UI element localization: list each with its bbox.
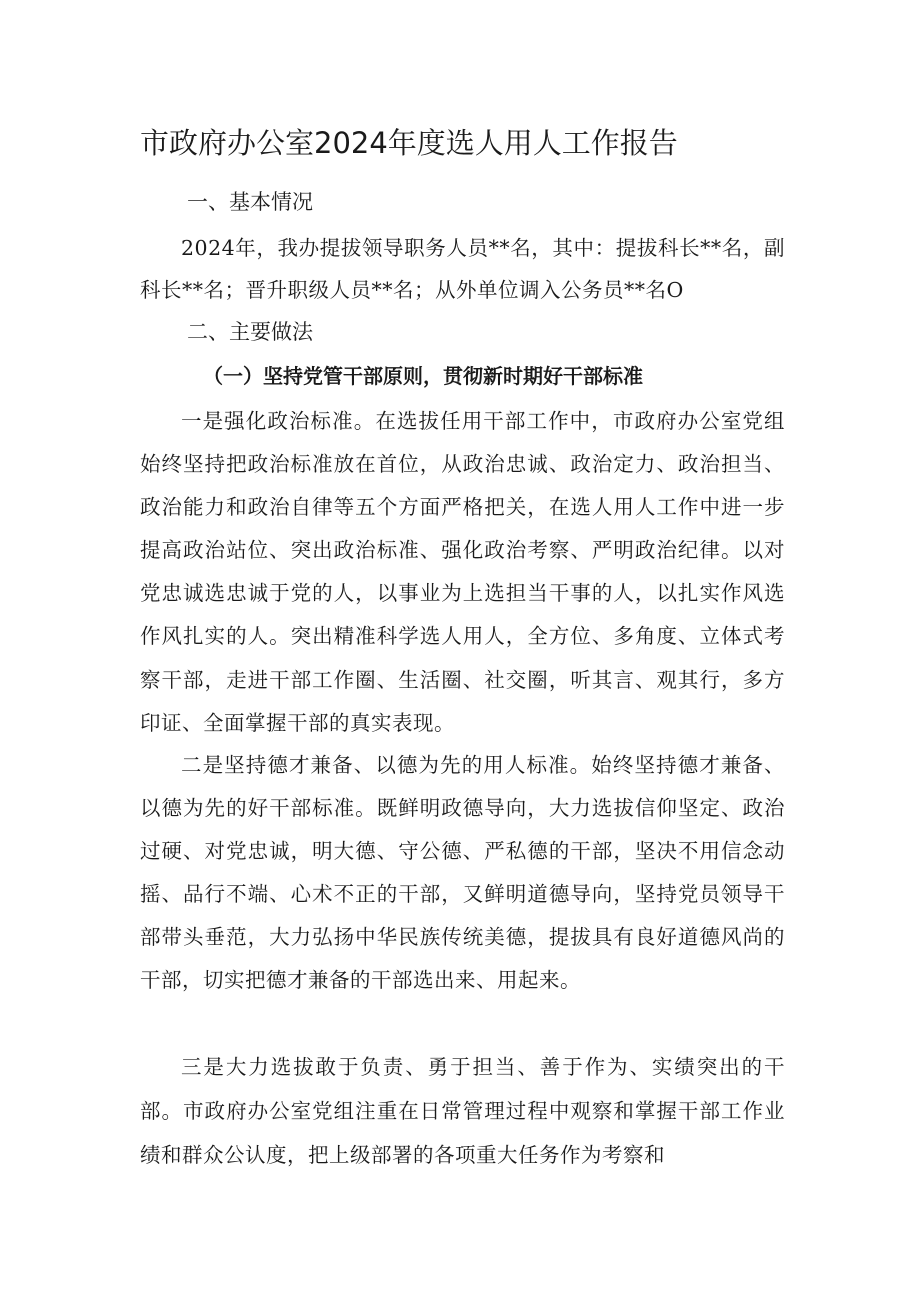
document-title: 市政府办公室2024年度选人用人工作报告 [140,126,678,160]
paragraph-moral-standard: 二是坚持德才兼备、以德为先的用人标准。始终坚持德才兼备、以德为先的好干部标准。既鲜明政德导向，大力选拔信仰坚定、政治过硬、对党忠诚，明大德、守公德、严私德的干部，坚决不用信念动摇、品行不端、心术不正的干部，又鲜明道德导向，坚持党员领导干部带头垂范，大力弘扬中华民族传统美德，提拔具有良好道德风尚的干部，切实把德才兼备的干部选出来、用起来。 [140,753,785,993]
subsection-heading-party-principle: （一）坚持党管干部原则，贯彻新时期好干部标准 [203,364,643,388]
paragraph-basic-situation: 2024年，我办提拔领导职务人员**名，其中：提拔科长**名，副科长**名；晋升职级人员**名；从外单位调入公务员**名O [140,236,785,302]
paragraph-select-capable-cadres: 三是大力选拔敢于负责、勇于担当、善于作为、实绩突出的干部。市政府办公室党组注重在日常管理过程中观察和掌握干部工作业绩和群众公认度，把上级部署的各项重大任务作为考察和 [140,1055,785,1167]
section-heading-basic-situation: 一、基本情况 [187,190,313,214]
document-page [140,0,785,1301]
paragraph-political-standard: 一是强化政治标准。在选拔任用干部工作中，市政府办公室党组始终坚持把政治标准放在首位，从政治忠诚、政治定力、政治担当、政治能力和政治自律等五个方面严格把关，在选人用人工作中进一步提高政治站位、突出政治标准、强化政治考察、严明政治纪律。以对党忠诚选忠诚于党的人，以事业为上选担当干事的人，以扎实作风选作风扎实的人。突出精准科学选人用人，全方位、多角度、立体式考察干部，走进干部工作圈、生活圈、社交圈，听其言、观其行，多方印证、全面掌握干部的真实表现。 [140,409,785,735]
section-heading-main-practices: 二、主要做法 [187,320,313,344]
